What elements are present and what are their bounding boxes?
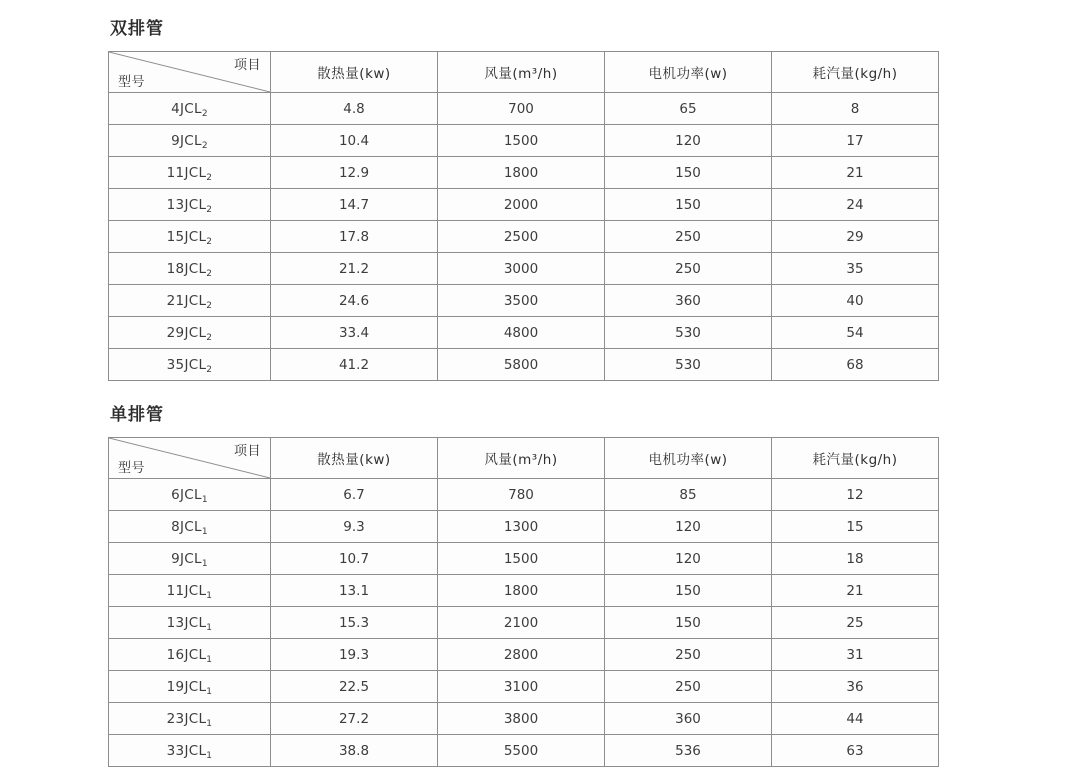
cell-motor-power: 250 [605, 221, 772, 253]
section-single-row-tube [108, 400, 938, 767]
cell-airflow: 3100 [438, 671, 605, 703]
table-row [109, 671, 939, 703]
table-row [109, 543, 939, 575]
cell-model: $19JCL_1$ [109, 671, 271, 703]
table-header-row [109, 52, 939, 93]
cell-steam: 29 [772, 221, 939, 253]
table-row [109, 189, 939, 221]
cell-model: $21JCL_2$ [109, 285, 271, 317]
cell-model: $4JCL_2$ [109, 93, 271, 125]
cell-steam: 18 [772, 543, 939, 575]
table-row [109, 479, 939, 511]
cell-airflow: 3800 [438, 703, 605, 735]
cell-airflow: 1800 [438, 157, 605, 189]
cell-heat: 33.4 [271, 317, 438, 349]
cell-motor-power: 150 [605, 189, 772, 221]
section-double-row-tube [108, 14, 938, 381]
col-header-heat: 散热量(kw) [271, 52, 438, 93]
cell-motor-power: 360 [605, 285, 772, 317]
cell-heat: 19.3 [271, 639, 438, 671]
cell-motor-power: 150 [605, 157, 772, 189]
spec-table-double [108, 51, 939, 381]
cell-motor-power: 250 [605, 671, 772, 703]
table-row [109, 607, 939, 639]
cell-steam: 21 [772, 157, 939, 189]
cell-heat: 4.8 [271, 93, 438, 125]
cell-airflow: 2500 [438, 221, 605, 253]
cell-airflow: 3000 [438, 253, 605, 285]
cell-steam: 24 [772, 189, 939, 221]
cell-steam: 44 [772, 703, 939, 735]
col-header-motor-power: 电机功率(w) [605, 52, 772, 93]
col-header-steam: 耗汽量(kg/h) [772, 52, 939, 93]
cell-motor-power: 120 [605, 511, 772, 543]
cell-steam: 36 [772, 671, 939, 703]
table-row [109, 253, 939, 285]
cell-model: $29JCL_2$ [109, 317, 271, 349]
cell-model: $33JCL_1$ [109, 735, 271, 767]
table-row [109, 93, 939, 125]
section-title: 双排管 [110, 19, 164, 39]
cell-motor-power: 65 [605, 93, 772, 125]
cell-motor-power: 85 [605, 479, 772, 511]
cell-motor-power: 150 [605, 575, 772, 607]
cell-motor-power: 150 [605, 607, 772, 639]
table-row [109, 639, 939, 671]
cell-heat: 22.5 [271, 671, 438, 703]
cell-heat: 41.2 [271, 349, 438, 381]
cell-steam: 25 [772, 607, 939, 639]
table-row [109, 125, 939, 157]
cell-airflow: 5800 [438, 349, 605, 381]
cell-steam: 68 [772, 349, 939, 381]
cell-heat: 38.8 [271, 735, 438, 767]
cell-model: $23JCL_1$ [109, 703, 271, 735]
col-header-airflow: 风量(m³/h) [438, 438, 605, 479]
cell-heat: 27.2 [271, 703, 438, 735]
corner-row-label: 型号 [118, 75, 146, 90]
cell-motor-power: 120 [605, 543, 772, 575]
cell-airflow: 2000 [438, 189, 605, 221]
cell-heat: 24.6 [271, 285, 438, 317]
col-header-motor-power: 电机功率(w) [605, 438, 772, 479]
table-header-row [109, 438, 939, 479]
cell-airflow: 1500 [438, 125, 605, 157]
corner-row-label: 型号 [118, 461, 146, 476]
cell-airflow: 2800 [438, 639, 605, 671]
corner-col-label: 项目 [233, 444, 261, 459]
cell-motor-power: 360 [605, 703, 772, 735]
cell-heat: 14.7 [271, 189, 438, 221]
cell-steam: 54 [772, 317, 939, 349]
table-row [109, 317, 939, 349]
cell-heat: 21.2 [271, 253, 438, 285]
cell-heat: 10.7 [271, 543, 438, 575]
cell-model: $8JCL_1$ [109, 511, 271, 543]
cell-airflow: 1500 [438, 543, 605, 575]
cell-model: $16JCL_1$ [109, 639, 271, 671]
cell-steam: 8 [772, 93, 939, 125]
cell-steam: 31 [772, 639, 939, 671]
table-row [109, 157, 939, 189]
cell-steam: 40 [772, 285, 939, 317]
corner-col-label: 项目 [233, 58, 261, 73]
cell-airflow: 4800 [438, 317, 605, 349]
cell-motor-power: 536 [605, 735, 772, 767]
table-row [109, 349, 939, 381]
cell-airflow: 1800 [438, 575, 605, 607]
cell-model: $13JCL_2$ [109, 189, 271, 221]
cell-steam: 63 [772, 735, 939, 767]
cell-heat: 9.3 [271, 511, 438, 543]
table-corner-header [109, 52, 271, 93]
cell-airflow: 5500 [438, 735, 605, 767]
cell-steam: 15 [772, 511, 939, 543]
cell-model: $15JCL_2$ [109, 221, 271, 253]
cell-motor-power: 530 [605, 317, 772, 349]
table-row [109, 575, 939, 607]
cell-airflow: 2100 [438, 607, 605, 639]
cell-motor-power: 120 [605, 125, 772, 157]
cell-model: $13JCL_1$ [109, 607, 271, 639]
cell-motor-power: 530 [605, 349, 772, 381]
cell-model: $9JCL_1$ [109, 543, 271, 575]
cell-model: $6JCL_1$ [109, 479, 271, 511]
cell-airflow: 3500 [438, 285, 605, 317]
cell-steam: 12 [772, 479, 939, 511]
cell-steam: 17 [772, 125, 939, 157]
col-header-steam: 耗汽量(kg/h) [772, 438, 939, 479]
cell-model: $35JCL_2$ [109, 349, 271, 381]
col-header-airflow: 风量(m³/h) [438, 52, 605, 93]
table-body-double [109, 93, 939, 381]
table-row [109, 735, 939, 767]
col-header-heat: 散热量(kw) [271, 438, 438, 479]
cell-heat: 12.9 [271, 157, 438, 189]
cell-heat: 10.4 [271, 125, 438, 157]
cell-model: $11JCL_1$ [109, 575, 271, 607]
cell-model: $18JCL_2$ [109, 253, 271, 285]
cell-heat: 17.8 [271, 221, 438, 253]
table-body-single [109, 479, 939, 767]
spec-table-single [108, 437, 939, 767]
cell-airflow: 780 [438, 479, 605, 511]
table-row [109, 703, 939, 735]
cell-heat: 15.3 [271, 607, 438, 639]
cell-steam: 35 [772, 253, 939, 285]
cell-airflow: 700 [438, 93, 605, 125]
table-row [109, 285, 939, 317]
table-row [109, 221, 939, 253]
table-corner-header [109, 438, 271, 479]
cell-motor-power: 250 [605, 253, 772, 285]
cell-heat: 6.7 [271, 479, 438, 511]
cell-model: $11JCL_2$ [109, 157, 271, 189]
section-title: 单排管 [110, 405, 164, 425]
table-row [109, 511, 939, 543]
cell-heat: 13.1 [271, 575, 438, 607]
cell-model: $9JCL_2$ [109, 125, 271, 157]
cell-motor-power: 250 [605, 639, 772, 671]
cell-airflow: 1300 [438, 511, 605, 543]
cell-steam: 21 [772, 575, 939, 607]
